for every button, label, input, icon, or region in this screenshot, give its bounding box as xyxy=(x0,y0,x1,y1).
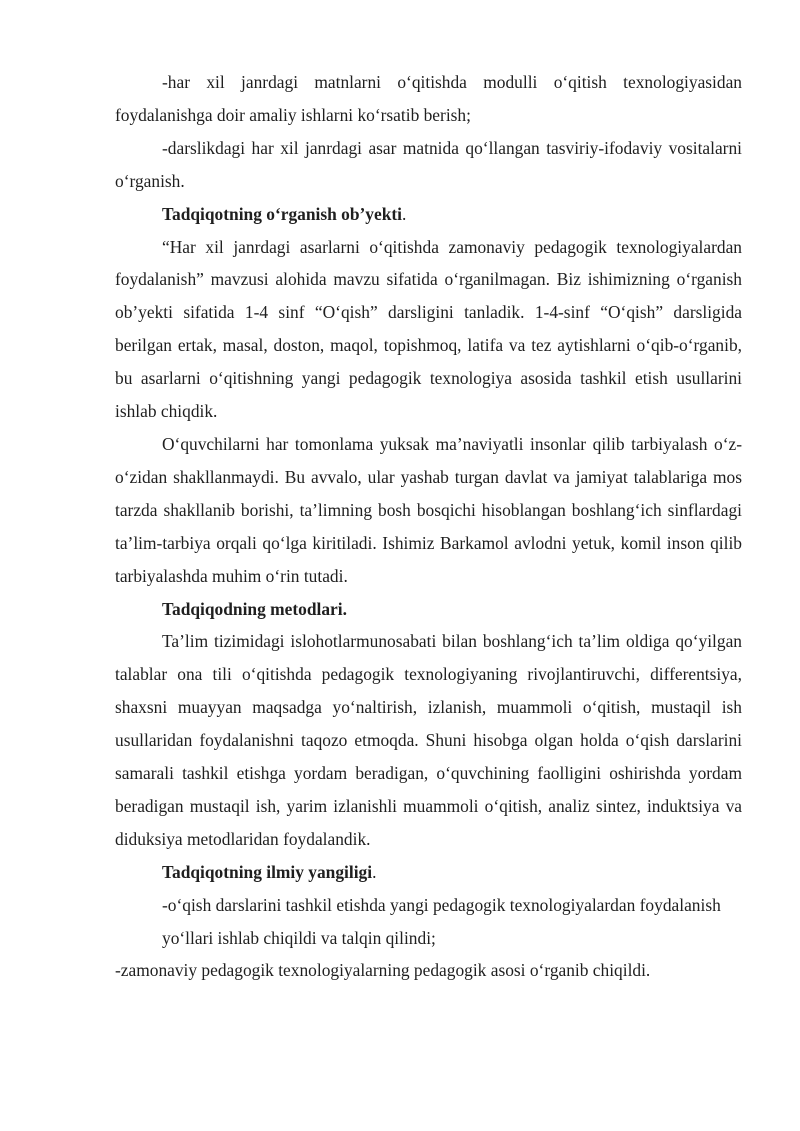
paragraph-7: yo‘llari ishlab chiqildi va talqin qilindi; xyxy=(162,927,436,948)
paragraph-5: Ta’lim tizimidagi islohotlarmunosabati bilan boshlang‘ich ta’lim oldiga qo‘yilgan talablar ona tili o‘qitishda pedagogik texnologiyaning rivojlantiruvchi, differentsiya, shaxsni muayyan maqsadga yo‘naltirish, izlanish, muammoli o‘qitish, mustaqil ish usullaridan foydalanishni taqozo etmoqda. Shuni hisobga olgan holda o‘qish darslarini samarali tashkil etishga yordam beradigan, o‘quvchining faolligini oshirishda yordam beradigan mustaqil ish, yarim izlanishli muammoli o‘qitish, analiz sintez, induktsiya va diduksiya metodlaridan foydalandik. xyxy=(115,631,742,849)
heading-methods xyxy=(115,593,742,626)
heading-methods-bold: Tadqiqodning metodlari. xyxy=(162,598,347,619)
paragraph-3: “Har xil janrdagi asarlarni o‘qitishda zamonaviy pedagogik texnologiyalardan foydalanish” mavzusi alohida mavzu sifatida o‘rganilmagan. Biz ishimizning o‘rganish ob’yekti sifatida 1-4 sinf “O‘qish” darsligini tanladik. 1-4-sinf “O‘qish” darsligida berilgan ertak, masal, doston, maqol, topishmoq, latifa va tez aytishlarni o‘qib-o‘rganib, bu asarlarni o‘qitishning yangi pedagogik texnologiya asosida tashkil etish usullarini ishlab chiqdik. xyxy=(115,236,742,422)
paragraph-1: -har xil janrdagi matnlarni o‘qitishda modulli o‘qitish texnologiyasidan foydalanishga doir amaliy ishlarni ko‘rsatib berish; xyxy=(115,72,742,125)
paragraph-2: -darslikdagi har xil janrdagi asar matnida qo‘llangan tasviriy-ifodaviy vositalarni o‘rganish. xyxy=(115,137,742,191)
heading-novelty-bold: Tadqiqotning ilmiy yangiligi xyxy=(162,861,373,882)
heading-novelty xyxy=(115,856,742,889)
paragraph-8: -zamonaviy pedagogik texnologiyalarning pedagogik asosi o‘rganib chiqildi. xyxy=(115,960,651,981)
heading-object xyxy=(115,198,742,231)
paragraph-4: O‘quvchilarni har tomonlama yuksak ma’naviyatli insonlar qilib tarbiyalash o‘z-o‘zidan shakllanmaydi. Bu avvalo, ular yashab turgan davlat va jamiyat talablariga mos tarzda shakllanib borishi, ta’limning bosh bosqichi hisoblangan boshlang‘ich sinflardagi ta’lim-tarbiya orqali qo‘lga kiritiladi. Ishimiz Barkamol avlodni yetuk, komil inson qilib tarbiyalashda muhim o‘rin tutadi. xyxy=(115,433,742,586)
heading-object-bold: Tadqiqotning o‘rganish ob’yekti xyxy=(162,203,403,224)
heading-object-suffix: . xyxy=(402,203,407,224)
heading-novelty-suffix: . xyxy=(372,861,377,882)
paragraph-6: -o‘qish darslarini tashkil etishda yangi pedagogik texnologiyalardan foydalanish xyxy=(162,894,721,915)
